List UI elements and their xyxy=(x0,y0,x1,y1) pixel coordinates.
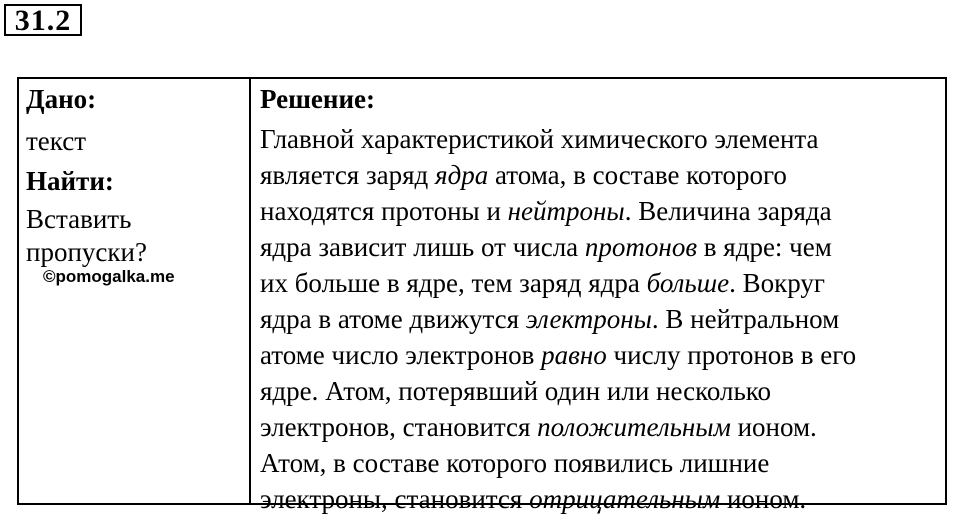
solution-text-segment: . В нейтральном xyxy=(651,304,840,334)
inserted-word: отрицательным xyxy=(529,484,721,514)
solution-text-segment: Главной характеристикой химического элемента xyxy=(260,124,819,154)
solution-text-segment: является заряд xyxy=(260,160,436,190)
inserted-word: больше xyxy=(646,268,730,298)
solution-table xyxy=(17,77,947,514)
task-number: 31.2 xyxy=(4,4,82,36)
inserted-word: протонов xyxy=(584,232,698,262)
solution-text-segment: электроны, становится xyxy=(260,484,530,514)
solution-line xyxy=(260,301,945,337)
solution-line xyxy=(260,265,945,301)
solution-line xyxy=(260,157,945,193)
solution-text-segment: в ядре: чем xyxy=(697,232,832,262)
solution-text-segment: электронов, становится xyxy=(260,412,538,442)
find-text-line2: пропуски? xyxy=(26,237,147,267)
solution-text-segment: ядре. Атом, потерявший один или несколько xyxy=(260,376,772,406)
solution-line xyxy=(260,409,945,445)
solution-column xyxy=(251,79,945,514)
solution-text-segment: атоме число электронов xyxy=(260,340,542,370)
inserted-word: нейтроны xyxy=(507,196,625,226)
given-column xyxy=(19,79,251,503)
solution-text-segment: ядра в атоме движутся xyxy=(260,304,526,334)
inserted-word: ядра xyxy=(435,160,489,190)
solution-line xyxy=(260,373,945,409)
solution-text-segment: находятся протоны и xyxy=(260,196,508,226)
solution-text-segment: ядра зависит лишь от числа xyxy=(260,232,585,262)
find-text-line1: Вставить xyxy=(26,204,132,234)
given-heading: Дано: xyxy=(26,84,97,114)
watermark: ©pomogalka.me xyxy=(43,267,175,286)
solution-text-segment: Атом, в составе которого появились лишние xyxy=(260,448,770,478)
find-heading: Найти: xyxy=(26,166,114,196)
solution-text xyxy=(260,121,945,517)
solution-text-segment: их больше в ядре, тем заряд ядра xyxy=(260,268,647,298)
solution-text-segment: числу протонов в его xyxy=(606,340,857,370)
solution-heading: Решение: xyxy=(260,84,375,114)
given-text: текст xyxy=(26,126,87,156)
solution-line xyxy=(260,229,945,265)
inserted-word: равно xyxy=(541,340,607,370)
solution-line xyxy=(260,193,945,229)
solution-line xyxy=(260,337,945,373)
solution-text-segment: ионом. xyxy=(730,412,817,442)
solution-text-segment: ионом. xyxy=(720,484,807,514)
solution-text-segment: . Вокруг xyxy=(729,268,825,298)
solution-text-segment: . Величина заряда xyxy=(624,196,832,226)
solution-line xyxy=(260,121,945,157)
inserted-word: электроны xyxy=(525,304,652,334)
solution-line xyxy=(260,445,945,481)
solution-text-segment: атома, в составе которого xyxy=(488,160,787,190)
inserted-word: положительным xyxy=(537,412,731,442)
